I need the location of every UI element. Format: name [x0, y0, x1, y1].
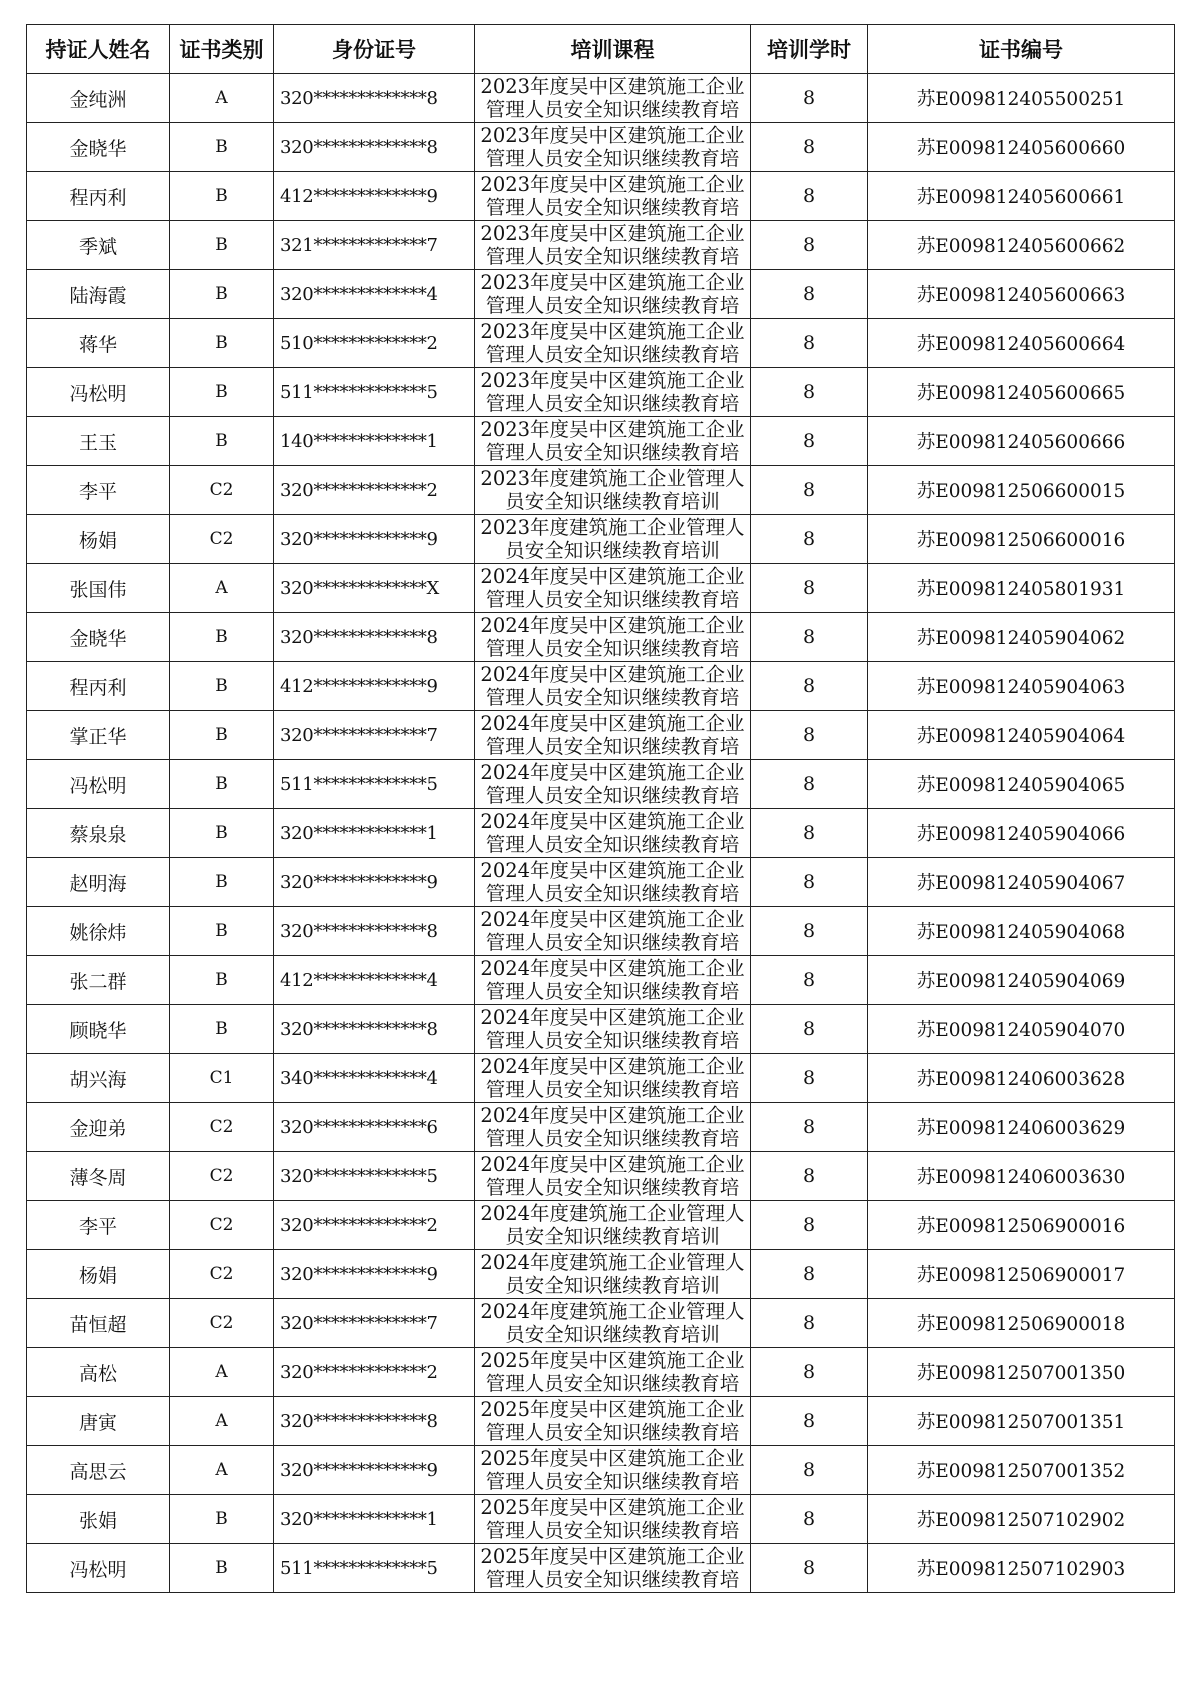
cell-course [475, 956, 751, 1005]
cell-name: 陆海霞 [27, 270, 170, 319]
cell-category: B [170, 613, 274, 662]
cell-hours: 8 [751, 858, 868, 907]
cell-course [475, 809, 751, 858]
cell-category: B [170, 1544, 274, 1593]
cell-name: 赵明海 [27, 858, 170, 907]
table-row [27, 1446, 1175, 1495]
cell-id-number: 320*************8 [274, 907, 475, 956]
cell-hours: 8 [751, 74, 868, 123]
cell-cert-no: 苏E009812406003630 [868, 1152, 1175, 1201]
cell-hours: 8 [751, 662, 868, 711]
cell-hours: 8 [751, 1446, 868, 1495]
table-row [27, 1397, 1175, 1446]
cell-id-number: 511*************5 [274, 760, 475, 809]
cell-hours: 8 [751, 1495, 868, 1544]
cell-name: 杨娟 [27, 515, 170, 564]
cell-id-number: 511*************5 [274, 368, 475, 417]
header-row [27, 25, 1175, 74]
cell-course [475, 907, 751, 956]
cell-hours: 8 [751, 417, 868, 466]
cell-course [475, 172, 751, 221]
cell-id-number: 320*************8 [274, 1005, 475, 1054]
cell-course [475, 1544, 751, 1593]
cell-category: B [170, 319, 274, 368]
cell-category: C2 [170, 1201, 274, 1250]
cell-name: 高松 [27, 1348, 170, 1397]
cell-hours: 8 [751, 1397, 868, 1446]
cell-id-number: 320*************8 [274, 74, 475, 123]
cell-cert-no: 苏E009812405600660 [868, 123, 1175, 172]
cell-category: C2 [170, 1250, 274, 1299]
cell-category: B [170, 809, 274, 858]
cell-name: 蒋华 [27, 319, 170, 368]
cell-course [475, 858, 751, 907]
course-text: 2024年度吴中区建筑施工企业管理人员安全知识继续教育培 [480, 712, 745, 758]
course-text: 2023年度吴中区建筑施工企业管理人员安全知识继续教育培 [480, 320, 745, 366]
cell-hours: 8 [751, 613, 868, 662]
cell-course [475, 662, 751, 711]
course-text: 2024年度吴中区建筑施工企业管理人员安全知识继续教育培 [480, 810, 745, 856]
cell-category: B [170, 123, 274, 172]
table-row [27, 172, 1175, 221]
cell-name: 金纯洲 [27, 74, 170, 123]
course-text: 2024年度建筑施工企业管理人员安全知识继续教育培训 [480, 1300, 745, 1346]
cell-id-number: 320*************9 [274, 858, 475, 907]
cell-id-number: 321*************7 [274, 221, 475, 270]
course-text: 2024年度吴中区建筑施工企业管理人员安全知识继续教育培 [480, 859, 745, 905]
cell-name: 杨娟 [27, 1250, 170, 1299]
cell-id-number: 340*************4 [274, 1054, 475, 1103]
course-text: 2023年度吴中区建筑施工企业管理人员安全知识继续教育培 [480, 75, 745, 121]
cell-id-number: 320*************1 [274, 1495, 475, 1544]
cell-hours: 8 [751, 760, 868, 809]
cell-cert-no: 苏E009812406003628 [868, 1054, 1175, 1103]
cell-hours: 8 [751, 1250, 868, 1299]
cell-hours: 8 [751, 907, 868, 956]
table-row [27, 270, 1175, 319]
cell-category: C1 [170, 1054, 274, 1103]
cell-name: 掌正华 [27, 711, 170, 760]
certificate-table [26, 24, 1175, 1593]
cell-id-number: 320*************4 [274, 270, 475, 319]
course-text: 2023年度吴中区建筑施工企业管理人员安全知识继续教育培 [480, 271, 745, 317]
cell-category: B [170, 662, 274, 711]
cell-course [475, 1054, 751, 1103]
cell-hours: 8 [751, 1103, 868, 1152]
cell-course [475, 1348, 751, 1397]
course-text: 2024年度吴中区建筑施工企业管理人员安全知识继续教育培 [480, 1006, 745, 1052]
cell-category: B [170, 907, 274, 956]
cell-hours: 8 [751, 270, 868, 319]
cell-category: C2 [170, 1152, 274, 1201]
cell-course [475, 1299, 751, 1348]
cell-cert-no: 苏E009812506900018 [868, 1299, 1175, 1348]
cell-name: 姚徐炜 [27, 907, 170, 956]
cell-name: 金晓华 [27, 123, 170, 172]
cell-id-number: 140*************1 [274, 417, 475, 466]
cell-hours: 8 [751, 172, 868, 221]
cell-id-number: 320*************2 [274, 1201, 475, 1250]
table-row [27, 1152, 1175, 1201]
cell-id-number: 320*************7 [274, 1299, 475, 1348]
course-text: 2024年度吴中区建筑施工企业管理人员安全知识继续教育培 [480, 761, 745, 807]
cell-name: 张国伟 [27, 564, 170, 613]
cell-name: 王玉 [27, 417, 170, 466]
cell-category: B [170, 760, 274, 809]
table-row [27, 662, 1175, 711]
cell-course [475, 221, 751, 270]
cell-cert-no: 苏E009812506900017 [868, 1250, 1175, 1299]
cell-course [475, 368, 751, 417]
cell-course [475, 1495, 751, 1544]
cell-category: A [170, 74, 274, 123]
cell-cert-no: 苏E009812507001351 [868, 1397, 1175, 1446]
course-text: 2025年度吴中区建筑施工企业管理人员安全知识继续教育培 [480, 1447, 745, 1493]
cell-cert-no: 苏E009812405600663 [868, 270, 1175, 319]
course-text: 2023年度吴中区建筑施工企业管理人员安全知识继续教育培 [480, 124, 745, 170]
cell-hours: 8 [751, 1201, 868, 1250]
cell-cert-no: 苏E009812405904065 [868, 760, 1175, 809]
table-row [27, 221, 1175, 270]
cell-hours: 8 [751, 515, 868, 564]
cell-cert-no: 苏E009812405904068 [868, 907, 1175, 956]
cell-cert-no: 苏E009812506900016 [868, 1201, 1175, 1250]
cell-hours: 8 [751, 221, 868, 270]
header-course: 培训课程 [475, 25, 751, 74]
header-category: 证书类别 [170, 25, 274, 74]
table-row [27, 1054, 1175, 1103]
cell-category: B [170, 1495, 274, 1544]
table-body [27, 74, 1175, 1593]
course-text: 2024年度建筑施工企业管理人员安全知识继续教育培训 [480, 1251, 745, 1297]
cell-name: 冯松明 [27, 760, 170, 809]
cell-hours: 8 [751, 711, 868, 760]
cell-id-number: 412*************9 [274, 662, 475, 711]
cell-id-number: 320*************7 [274, 711, 475, 760]
course-text: 2023年度吴中区建筑施工企业管理人员安全知识继续教育培 [480, 418, 745, 464]
cell-category: C2 [170, 1103, 274, 1152]
table-row [27, 564, 1175, 613]
cell-hours: 8 [751, 1348, 868, 1397]
cell-name: 薄冬周 [27, 1152, 170, 1201]
cell-name: 蔡泉泉 [27, 809, 170, 858]
cell-hours: 8 [751, 1054, 868, 1103]
cell-hours: 8 [751, 1299, 868, 1348]
cell-course [475, 1103, 751, 1152]
cell-cert-no: 苏E009812506600016 [868, 515, 1175, 564]
table-row [27, 1495, 1175, 1544]
cell-name: 金晓华 [27, 613, 170, 662]
cell-course [475, 1005, 751, 1054]
course-text: 2025年度吴中区建筑施工企业管理人员安全知识继续教育培 [480, 1496, 745, 1542]
cell-course [475, 515, 751, 564]
course-text: 2024年度建筑施工企业管理人员安全知识继续教育培训 [480, 1202, 745, 1248]
cell-id-number: 320*************8 [274, 123, 475, 172]
header-name: 持证人姓名 [27, 25, 170, 74]
cell-hours: 8 [751, 466, 868, 515]
cell-name: 程丙利 [27, 662, 170, 711]
course-text: 2024年度吴中区建筑施工企业管理人员安全知识继续教育培 [480, 614, 745, 660]
cell-name: 程丙利 [27, 172, 170, 221]
cell-name: 张娟 [27, 1495, 170, 1544]
cell-id-number: 511*************5 [274, 1544, 475, 1593]
cell-name: 高思云 [27, 1446, 170, 1495]
cell-course [475, 123, 751, 172]
header-id-number: 身份证号 [274, 25, 475, 74]
table-row [27, 907, 1175, 956]
cell-cert-no: 苏E009812507001352 [868, 1446, 1175, 1495]
cell-category: C2 [170, 515, 274, 564]
cell-hours: 8 [751, 564, 868, 613]
cell-cert-no: 苏E009812507102903 [868, 1544, 1175, 1593]
table-row [27, 1348, 1175, 1397]
table-row [27, 74, 1175, 123]
cell-cert-no: 苏E009812405801931 [868, 564, 1175, 613]
cell-hours: 8 [751, 1005, 868, 1054]
cell-name: 季斌 [27, 221, 170, 270]
cell-name: 李平 [27, 466, 170, 515]
cell-hours: 8 [751, 1152, 868, 1201]
course-text: 2024年度吴中区建筑施工企业管理人员安全知识继续教育培 [480, 1055, 745, 1101]
table-row [27, 515, 1175, 564]
cell-hours: 8 [751, 1544, 868, 1593]
cell-id-number: 510*************2 [274, 319, 475, 368]
cell-id-number: 320*************X [274, 564, 475, 613]
cell-id-number: 412*************9 [274, 172, 475, 221]
table-row [27, 1103, 1175, 1152]
cell-course [475, 613, 751, 662]
cell-hours: 8 [751, 809, 868, 858]
cell-id-number: 320*************9 [274, 1250, 475, 1299]
cell-category: B [170, 417, 274, 466]
cell-category: A [170, 1397, 274, 1446]
cell-course [475, 319, 751, 368]
cell-course [475, 270, 751, 319]
cell-id-number: 320*************2 [274, 466, 475, 515]
cell-id-number: 320*************9 [274, 515, 475, 564]
cell-cert-no: 苏E009812405904070 [868, 1005, 1175, 1054]
course-text: 2024年度吴中区建筑施工企业管理人员安全知识继续教育培 [480, 1153, 745, 1199]
table-row [27, 809, 1175, 858]
course-text: 2024年度吴中区建筑施工企业管理人员安全知识继续教育培 [480, 663, 745, 709]
course-text: 2023年度建筑施工企业管理人员安全知识继续教育培训 [480, 467, 745, 513]
cell-category: B [170, 221, 274, 270]
table-row [27, 1544, 1175, 1593]
cell-course [475, 1397, 751, 1446]
cell-cert-no: 苏E009812405600661 [868, 172, 1175, 221]
cell-category: B [170, 368, 274, 417]
course-text: 2025年度吴中区建筑施工企业管理人员安全知识继续教育培 [480, 1398, 745, 1444]
table-row [27, 613, 1175, 662]
header-cert-no: 证书编号 [868, 25, 1175, 74]
cell-category: C2 [170, 1299, 274, 1348]
cell-course [475, 1201, 751, 1250]
cell-course [475, 711, 751, 760]
table-row [27, 417, 1175, 466]
cell-name: 苗恒超 [27, 1299, 170, 1348]
cell-id-number: 320*************8 [274, 613, 475, 662]
cell-category: B [170, 1005, 274, 1054]
table-row [27, 1299, 1175, 1348]
cell-cert-no: 苏E009812405904063 [868, 662, 1175, 711]
table-row [27, 123, 1175, 172]
table-row [27, 858, 1175, 907]
cell-course [475, 760, 751, 809]
course-text: 2024年度吴中区建筑施工企业管理人员安全知识继续教育培 [480, 565, 745, 611]
table-row [27, 1201, 1175, 1250]
cell-course [475, 1250, 751, 1299]
cell-category: B [170, 270, 274, 319]
cell-cert-no: 苏E009812405904067 [868, 858, 1175, 907]
cell-id-number: 320*************6 [274, 1103, 475, 1152]
cell-course [475, 74, 751, 123]
table-row [27, 1005, 1175, 1054]
cell-category: B [170, 711, 274, 760]
cell-cert-no: 苏E009812507001350 [868, 1348, 1175, 1397]
course-text: 2023年度吴中区建筑施工企业管理人员安全知识继续教育培 [480, 173, 745, 219]
cell-name: 冯松明 [27, 368, 170, 417]
cell-cert-no: 苏E009812507102902 [868, 1495, 1175, 1544]
course-text: 2023年度建筑施工企业管理人员安全知识继续教育培训 [480, 516, 745, 562]
cell-id-number: 320*************9 [274, 1446, 475, 1495]
cell-hours: 8 [751, 956, 868, 1005]
cell-name: 冯松明 [27, 1544, 170, 1593]
cell-id-number: 320*************2 [274, 1348, 475, 1397]
table-row [27, 956, 1175, 1005]
cell-id-number: 320*************1 [274, 809, 475, 858]
cell-cert-no: 苏E009812405600665 [868, 368, 1175, 417]
cell-course [475, 1152, 751, 1201]
cell-id-number: 320*************5 [274, 1152, 475, 1201]
cell-cert-no: 苏E009812406003629 [868, 1103, 1175, 1152]
cell-course [475, 417, 751, 466]
course-text: 2025年度吴中区建筑施工企业管理人员安全知识继续教育培 [480, 1349, 745, 1395]
course-text: 2023年度吴中区建筑施工企业管理人员安全知识继续教育培 [480, 222, 745, 268]
cell-category: A [170, 1348, 274, 1397]
cell-hours: 8 [751, 368, 868, 417]
cell-name: 胡兴海 [27, 1054, 170, 1103]
cell-cert-no: 苏E009812405904064 [868, 711, 1175, 760]
course-text: 2024年度吴中区建筑施工企业管理人员安全知识继续教育培 [480, 908, 745, 954]
cell-category: A [170, 1446, 274, 1495]
course-text: 2024年度吴中区建筑施工企业管理人员安全知识继续教育培 [480, 1104, 745, 1150]
cell-course [475, 466, 751, 515]
cell-name: 金迎弟 [27, 1103, 170, 1152]
table-row [27, 466, 1175, 515]
course-text: 2024年度吴中区建筑施工企业管理人员安全知识继续教育培 [480, 957, 745, 1003]
cell-category: B [170, 172, 274, 221]
cell-category: A [170, 564, 274, 613]
course-text: 2023年度吴中区建筑施工企业管理人员安全知识继续教育培 [480, 369, 745, 415]
cell-cert-no: 苏E009812506600015 [868, 466, 1175, 515]
cell-cert-no: 苏E009812405600662 [868, 221, 1175, 270]
table-row [27, 1250, 1175, 1299]
cell-category: B [170, 956, 274, 1005]
cell-cert-no: 苏E009812405600666 [868, 417, 1175, 466]
cell-cert-no: 苏E009812405904069 [868, 956, 1175, 1005]
course-text: 2025年度吴中区建筑施工企业管理人员安全知识继续教育培 [480, 1545, 745, 1591]
cell-course [475, 1446, 751, 1495]
cell-cert-no: 苏E009812405600664 [868, 319, 1175, 368]
table-row [27, 319, 1175, 368]
cell-name: 张二群 [27, 956, 170, 1005]
cell-name: 李平 [27, 1201, 170, 1250]
cell-name: 唐寅 [27, 1397, 170, 1446]
table-row [27, 711, 1175, 760]
cell-hours: 8 [751, 123, 868, 172]
cell-hours: 8 [751, 319, 868, 368]
cell-id-number: 412*************4 [274, 956, 475, 1005]
cell-category: C2 [170, 466, 274, 515]
cell-cert-no: 苏E009812405500251 [868, 74, 1175, 123]
header-hours: 培训学时 [751, 25, 868, 74]
cell-name: 顾晓华 [27, 1005, 170, 1054]
cell-cert-no: 苏E009812405904062 [868, 613, 1175, 662]
table-header [27, 25, 1175, 74]
cell-course [475, 564, 751, 613]
cell-category: B [170, 858, 274, 907]
table-row [27, 368, 1175, 417]
cell-id-number: 320*************8 [274, 1397, 475, 1446]
table-row [27, 760, 1175, 809]
cell-cert-no: 苏E009812405904066 [868, 809, 1175, 858]
